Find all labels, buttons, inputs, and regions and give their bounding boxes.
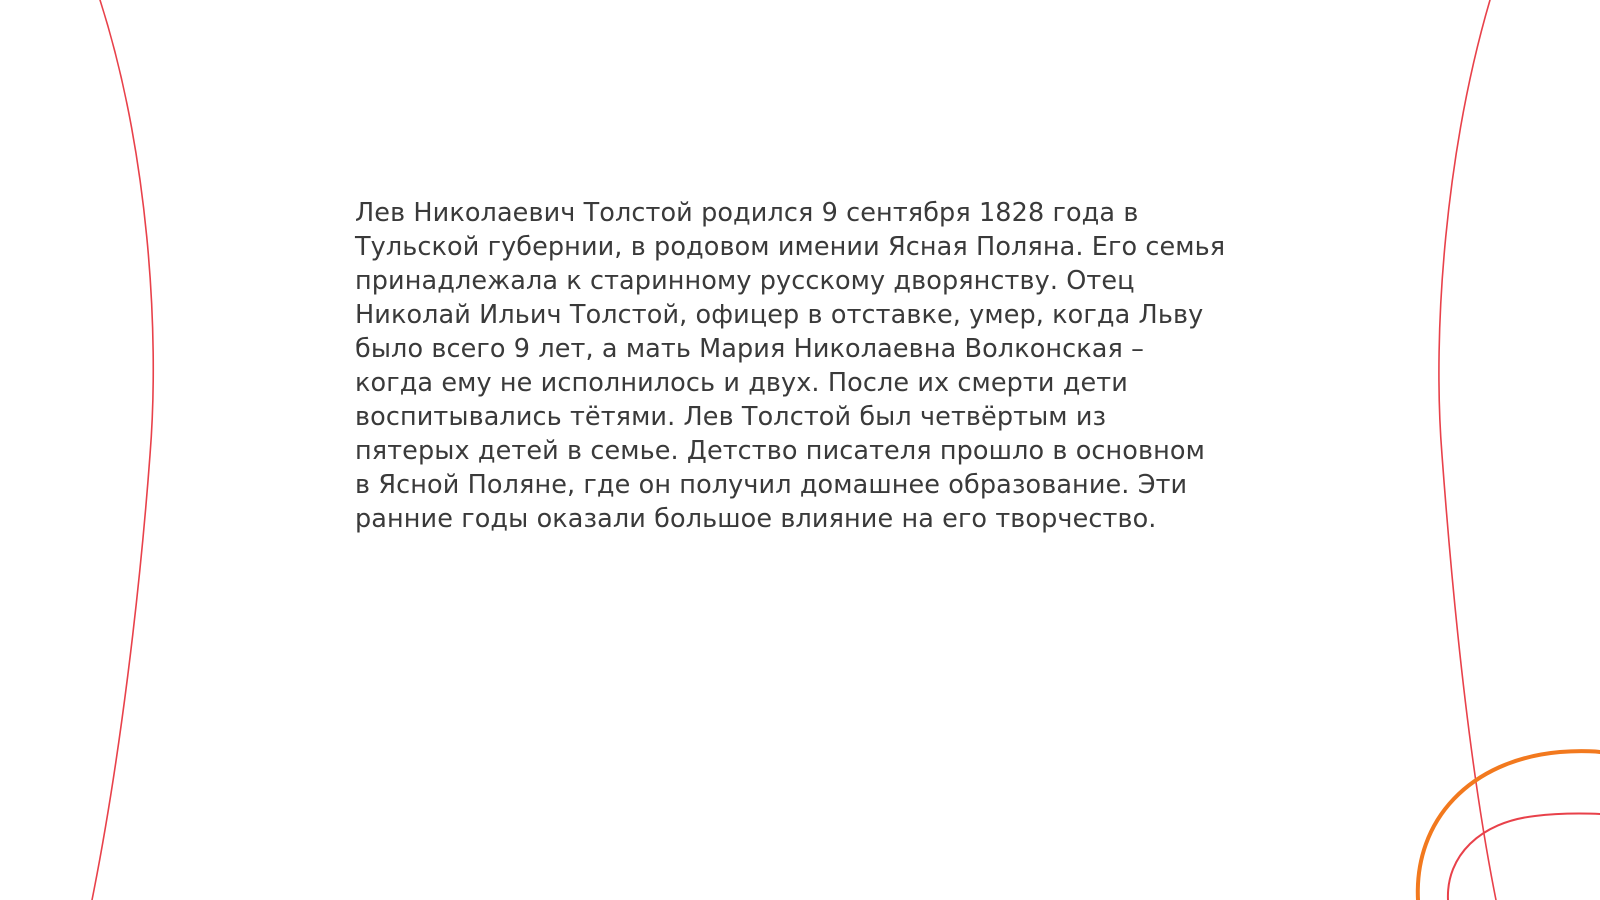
bottom-right-orange-arc	[1418, 751, 1600, 900]
left-red-curve	[92, 0, 153, 900]
right-red-curve	[1439, 0, 1496, 900]
slide-body-paragraph: Лев Николаевич Толстой родился 9 сентября 1828 года в Тульской губернии, в родовом имении Ясная Поляна. Его семья принадлежала к старинному русскому дворянству. Отец Николай Ильич Толстой, офицер в отставке, умер, когда Льву было всего 9 лет, а мать Мария Николаевна Волконская – когда ему не исполнилось и двух. После их смерти дети воспитывались тётями. Лев Толстой был четвёртым из пятерых детей в семье. Детство писателя прошло в основном в Ясной Поляне, где он получил домашнее образование. Эти ранние годы оказали большое влияние на его творчество.	[355, 198, 1234, 535]
bottom-right-red-arc	[1448, 814, 1600, 900]
text-content-block	[355, 196, 1234, 536]
